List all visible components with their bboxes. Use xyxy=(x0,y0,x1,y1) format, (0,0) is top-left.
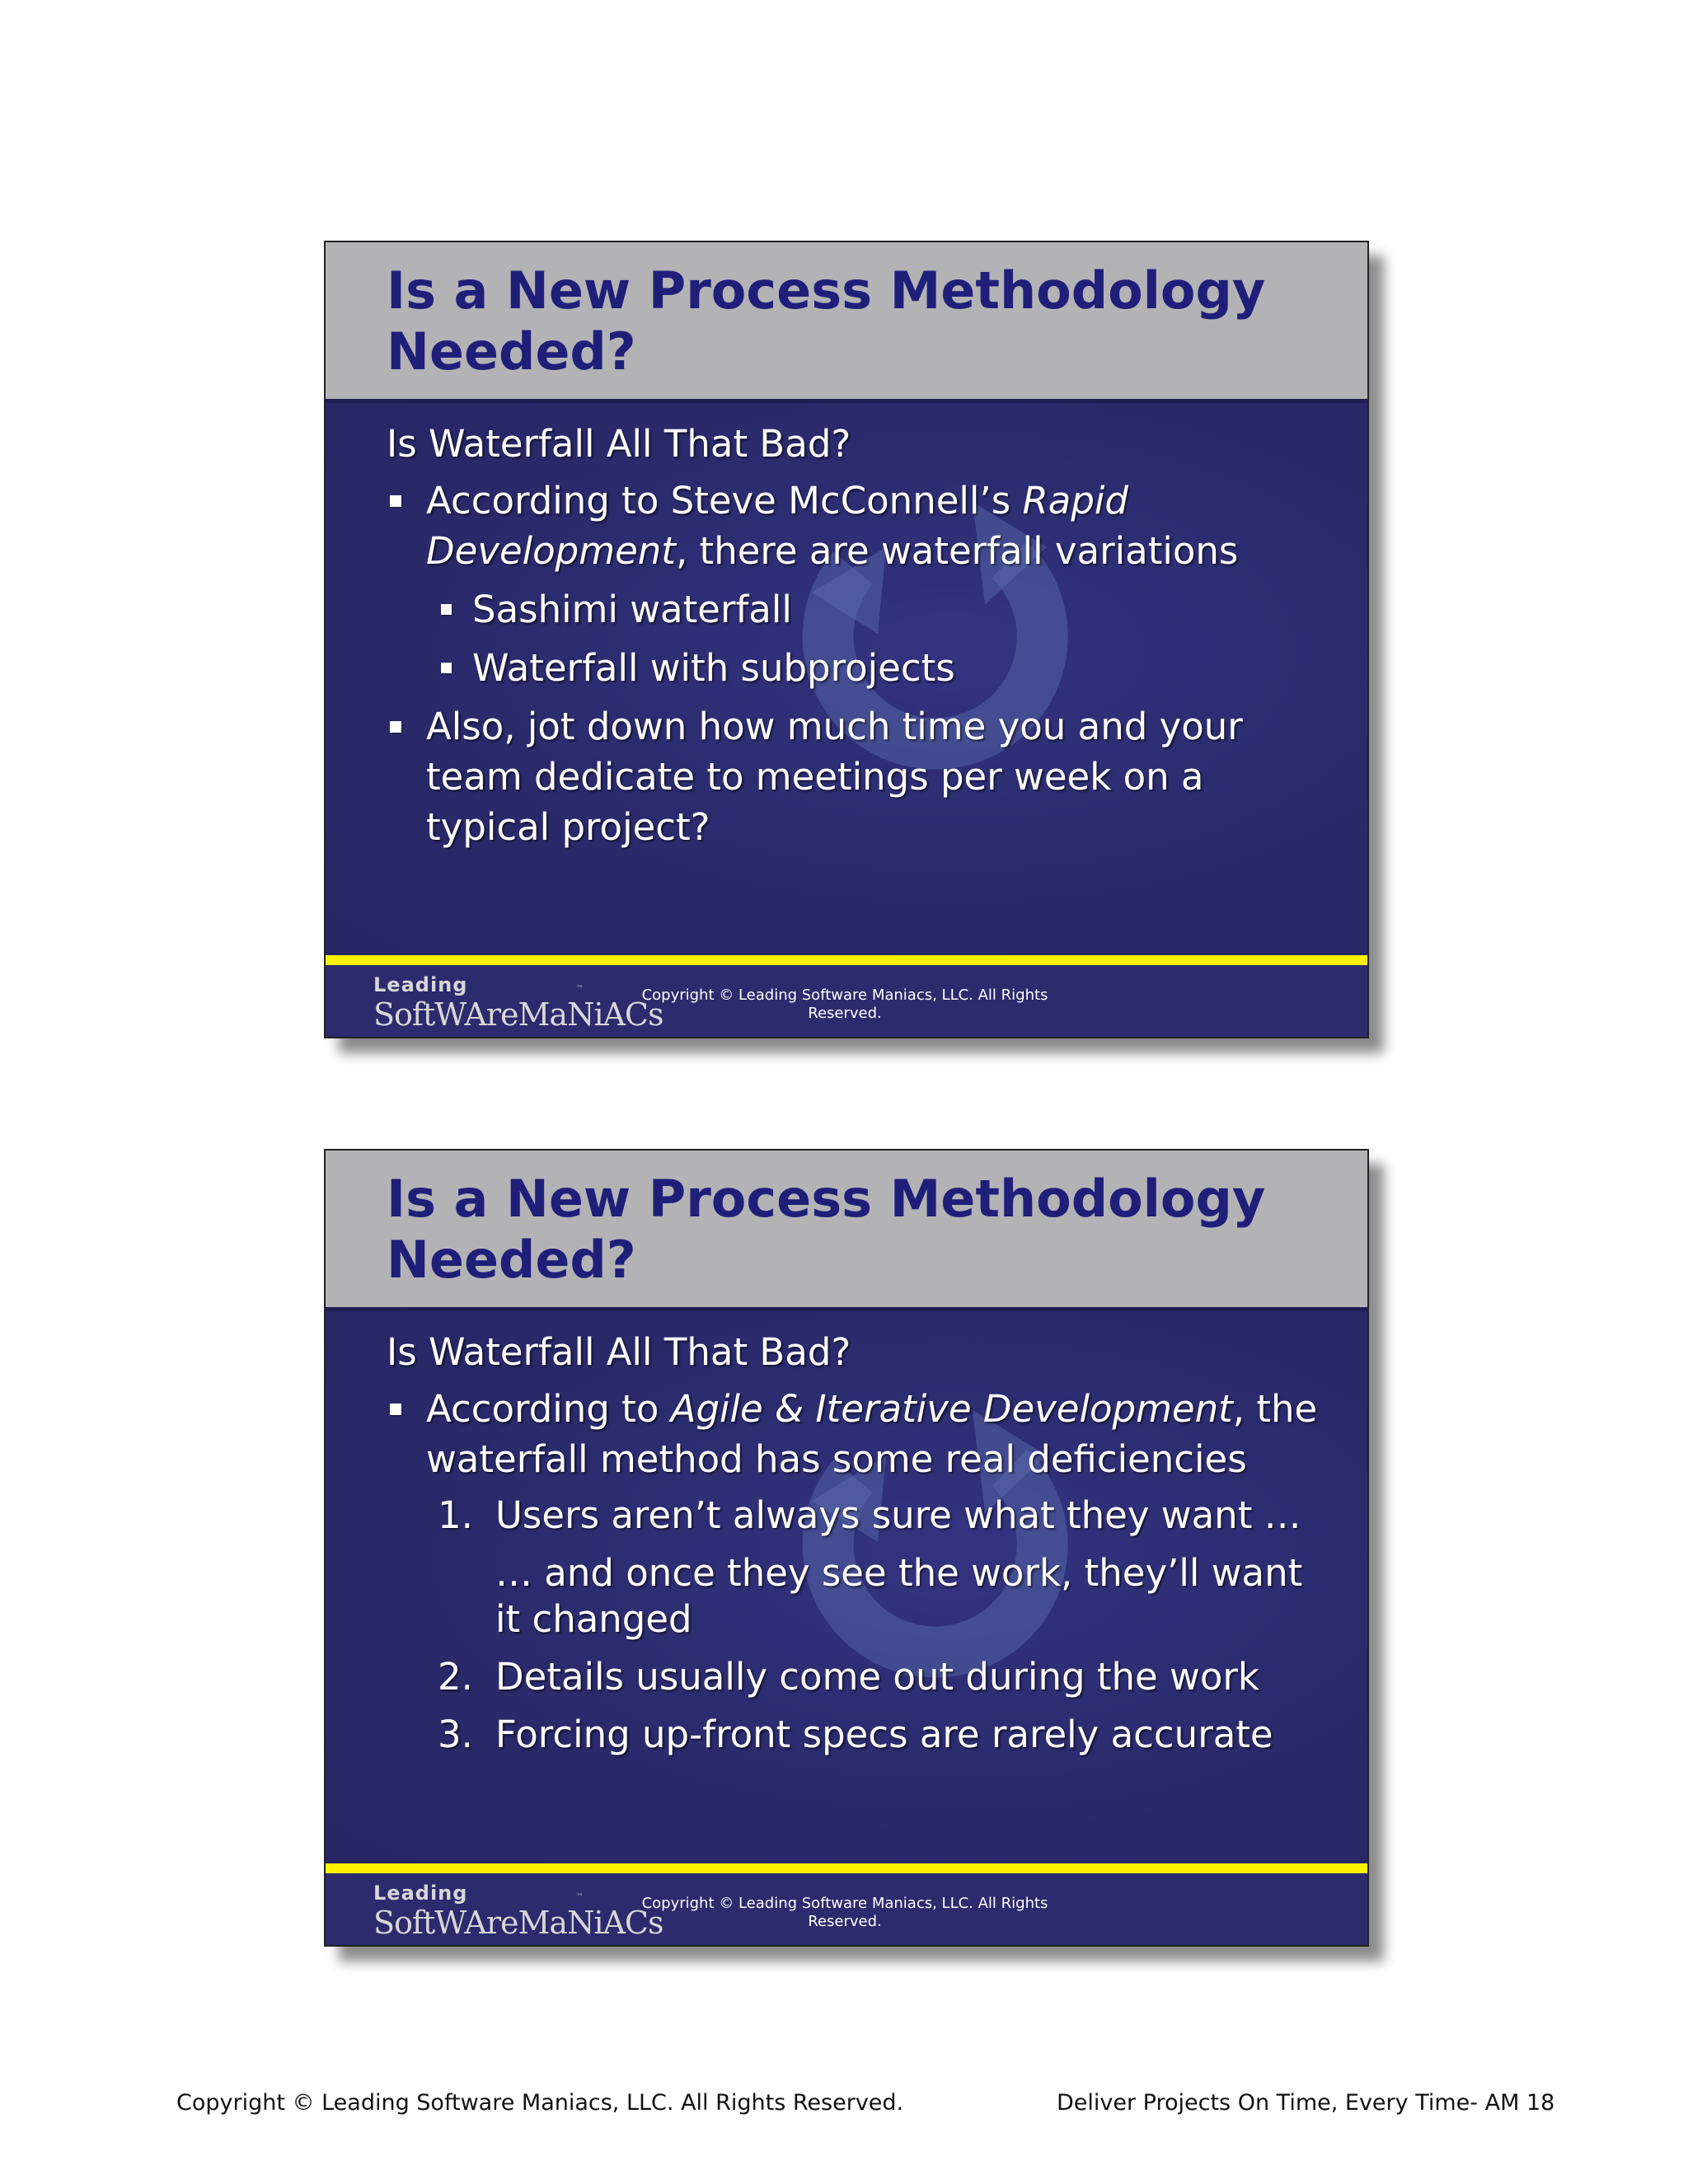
slide-footer xyxy=(326,965,1367,1037)
page-footer-copyright: Copyright © Leading Software Maniacs, LLC. All Rights Reserved. xyxy=(176,2090,904,2116)
slide-1 xyxy=(324,241,1369,1038)
bullet-text: , the waterfall method has some real deficiencies xyxy=(426,1387,1318,1481)
slide-body xyxy=(326,403,1367,955)
slide-2 xyxy=(324,1149,1369,1947)
slide-content xyxy=(387,1328,1326,1769)
accent-rule xyxy=(326,1863,1367,1873)
slide-heading: Is Waterfall All That Bad? xyxy=(387,1330,851,1374)
bullet-item xyxy=(387,476,1326,576)
slide-copyright: Copyright © Leading Software Maniacs, LLC. All Rights Reserved. xyxy=(641,987,1048,1022)
slide-title: Is a New Process Methodology Needed? xyxy=(387,1169,1266,1290)
slide-heading: Is Waterfall All That Bad? xyxy=(387,422,851,466)
slide-title-band xyxy=(326,242,1367,403)
book-title: Agile & Iterative Development xyxy=(670,1387,1233,1431)
slide-title-band xyxy=(326,1151,1367,1311)
bullet-text: According to Steve McConnell’s xyxy=(426,479,1023,523)
page-footer-title: Deliver Projects On Time, Every Time- AM 18 xyxy=(1057,2090,1555,2116)
book-title: Rapid Development xyxy=(426,479,1128,573)
sub-bullet-item: Sashimi waterfall xyxy=(387,584,1326,635)
bullet-item: Also, jot down how much time you and your team dedicate to meetings per week on a typical project? xyxy=(387,701,1326,852)
numbered-item-continuation: … and once they see the work, they’ll want it changed xyxy=(495,1551,1303,1641)
accent-rule xyxy=(326,955,1367,965)
logo-line-1: Leading xyxy=(373,1882,468,1905)
logo-line-1: Leading xyxy=(373,973,468,996)
trademark-mark: ™ xyxy=(576,985,584,993)
item-number: 1. xyxy=(438,1493,473,1537)
item-number: 2. xyxy=(438,1655,473,1699)
slide-title: Is a New Process Methodology Needed? xyxy=(387,260,1266,382)
slide-content xyxy=(387,419,1326,860)
company-logo xyxy=(373,973,663,1033)
bullet-text: , there are waterfall variations xyxy=(675,529,1239,573)
logo-line-2: SoftWAreMaNiACs xyxy=(373,1905,663,1941)
item-text: Users aren’t always sure what they want … xyxy=(495,1493,1301,1537)
numbered-item xyxy=(387,1493,1326,1539)
sub-bullet-item: Waterfall with subprojects xyxy=(387,643,1326,693)
slide-copyright: Copyright © Leading Software Maniacs, LLC. All Rights Reserved. xyxy=(641,1895,1048,1930)
logo-line-2: SoftWAreMaNiACs xyxy=(373,996,663,1033)
company-logo xyxy=(373,1882,663,1941)
item-text: Details usually come out during the work xyxy=(495,1655,1259,1699)
slide-body xyxy=(326,1311,1367,1863)
trademark-mark: ™ xyxy=(576,1893,584,1901)
numbered-item xyxy=(387,1654,1326,1700)
item-text: Forcing up-front specs are rarely accurate xyxy=(495,1713,1273,1756)
bullet-text: According to xyxy=(426,1387,671,1431)
bullet-item xyxy=(387,1384,1326,1484)
numbered-item xyxy=(387,1712,1326,1758)
slide-footer xyxy=(326,1873,1367,1945)
item-number: 3. xyxy=(438,1713,473,1756)
